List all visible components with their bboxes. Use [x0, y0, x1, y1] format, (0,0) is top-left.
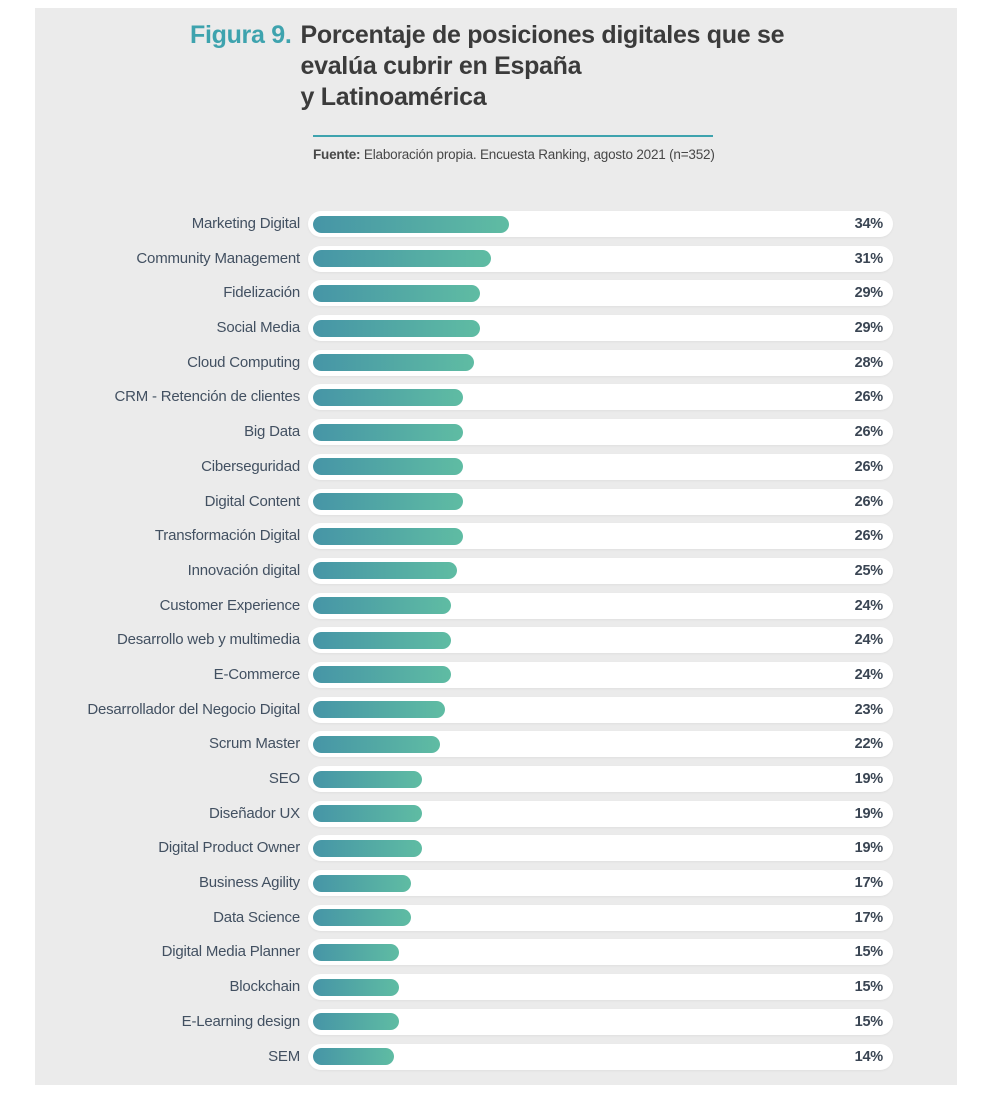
bar-fill	[313, 1013, 399, 1030]
bar-fill	[313, 805, 422, 822]
title-underline	[313, 135, 713, 137]
figure-title-line-2: evalúa cubrir en España	[300, 52, 582, 80]
category-label: SEO	[268, 770, 300, 787]
figure-header	[190, 20, 784, 113]
figure-title-line-3: y Latinoamérica	[300, 83, 487, 111]
figure-panel	[35, 8, 957, 1085]
chart-row	[35, 905, 957, 931]
category-label: Digital Media Planner	[161, 943, 300, 961]
bar-fill	[313, 493, 463, 510]
bar-track	[308, 801, 893, 827]
bar-track	[308, 835, 893, 861]
bar-track	[308, 280, 893, 306]
value-label: 31%	[854, 250, 883, 267]
value-label: 23%	[854, 701, 883, 718]
category-label: Digital Content	[204, 492, 300, 510]
bar-fill	[313, 666, 451, 683]
bar-track	[308, 697, 893, 723]
bar-track	[308, 627, 893, 653]
bar-fill	[313, 771, 422, 788]
bar-fill	[313, 840, 422, 857]
value-label: 22%	[854, 736, 883, 753]
category-label: Customer Experience	[159, 596, 300, 614]
bar-fill	[313, 632, 451, 649]
bar-fill	[313, 597, 451, 614]
chart-row	[35, 246, 957, 272]
bar-fill	[313, 701, 445, 718]
category-label: CRM - Retención de clientes	[114, 388, 300, 406]
figure-title-line-1: Porcentaje de posiciones digitales que se	[300, 21, 785, 49]
bar-fill	[313, 354, 474, 371]
bar-fill	[313, 909, 411, 926]
bar-track	[308, 523, 893, 549]
chart-row	[35, 1044, 957, 1070]
chart-row	[35, 1009, 957, 1035]
value-label: 17%	[854, 875, 883, 892]
category-label: Social Media	[216, 319, 300, 337]
chart-row	[35, 697, 957, 723]
bar-track	[308, 246, 893, 272]
value-label: 15%	[854, 1013, 883, 1030]
category-label: Diseñador UX	[209, 804, 300, 822]
category-label: Desarrollo web y multimedia	[116, 631, 300, 649]
category-label: Data Science	[213, 908, 300, 926]
bar-track	[308, 870, 893, 896]
bar-fill	[313, 389, 463, 406]
source-label: Fuente:	[313, 147, 361, 162]
category-label: Business Agility	[198, 874, 300, 892]
category-label: Innovación digital	[187, 561, 300, 579]
category-label: Scrum Master	[209, 735, 300, 753]
category-label: E-Learning design	[181, 1012, 300, 1030]
category-label: Ciberseguridad	[201, 457, 300, 475]
bar-track	[308, 315, 893, 341]
value-label: 26%	[854, 389, 883, 406]
source-text: Elaboración propia. Encuesta Ranking, agosto 2021 (n=352)	[360, 147, 715, 162]
bar-track	[308, 454, 893, 480]
value-label: 29%	[854, 320, 883, 337]
category-label: Blockchain	[229, 978, 300, 996]
chart-row	[35, 350, 957, 376]
bar-track	[308, 558, 893, 584]
value-label: 26%	[854, 493, 883, 510]
bar-track	[308, 1009, 893, 1035]
category-label: Marketing Digital	[191, 215, 300, 232]
bar-fill	[313, 562, 457, 579]
value-label: 26%	[854, 528, 883, 545]
bar-fill	[313, 979, 399, 996]
chart-row	[35, 766, 957, 792]
value-label: 24%	[854, 666, 883, 683]
bar-fill	[313, 424, 463, 441]
bar-track	[308, 593, 893, 619]
chart-row	[35, 280, 957, 306]
value-label: 29%	[854, 285, 883, 302]
source-note	[313, 147, 715, 162]
bar-fill	[313, 1048, 394, 1065]
bar-track	[308, 489, 893, 515]
bar-track	[308, 905, 893, 931]
category-label: Community Management	[136, 249, 300, 267]
bar-track	[308, 939, 893, 965]
bar-fill	[313, 944, 399, 961]
bar-track	[308, 1044, 893, 1070]
bar-track	[308, 662, 893, 688]
chart-row	[35, 211, 957, 237]
chart-row	[35, 558, 957, 584]
category-label: Cloud Computing	[187, 353, 300, 371]
chart-row	[35, 974, 957, 1000]
value-label: 24%	[854, 597, 883, 614]
category-label: Digital Product Owner	[158, 839, 300, 857]
bar-track	[308, 974, 893, 1000]
chart-row	[35, 315, 957, 341]
value-label: 15%	[854, 979, 883, 996]
chart-row	[35, 662, 957, 688]
value-label: 26%	[854, 458, 883, 475]
bar-fill	[313, 736, 440, 753]
chart-row	[35, 384, 957, 410]
value-label: 19%	[854, 805, 883, 822]
chart-row	[35, 731, 957, 757]
bar-fill	[313, 320, 480, 337]
value-label: 34%	[854, 216, 883, 232]
bar-fill	[313, 250, 491, 267]
category-label: Transformación Digital	[154, 527, 300, 545]
figure-title	[301, 20, 785, 113]
bar-fill	[313, 458, 463, 475]
category-label: Fidelización	[223, 284, 300, 302]
bar-track	[308, 211, 893, 237]
chart-row	[35, 489, 957, 515]
category-label: E-Commerce	[213, 665, 300, 683]
bar-track	[308, 766, 893, 792]
value-label: 14%	[854, 1048, 883, 1065]
bar-fill	[313, 528, 463, 545]
figure-number-label: Figura 9.	[190, 21, 292, 49]
bar-fill	[313, 285, 480, 302]
category-label: Desarrollador del Negocio Digital	[87, 700, 300, 718]
chart-row	[35, 939, 957, 965]
chart-row	[35, 627, 957, 653]
value-label: 26%	[854, 424, 883, 441]
chart-row	[35, 523, 957, 549]
chart-row	[35, 593, 957, 619]
value-label: 19%	[854, 771, 883, 787]
category-label: SEM	[268, 1047, 300, 1065]
bar-chart	[35, 211, 957, 1078]
bar-track	[308, 731, 893, 757]
value-label: 19%	[854, 840, 883, 857]
value-label: 15%	[854, 944, 883, 961]
bar-track	[308, 419, 893, 445]
bar-fill	[313, 216, 509, 233]
chart-row	[35, 835, 957, 861]
chart-row	[35, 419, 957, 445]
bar-track	[308, 350, 893, 376]
bar-fill	[313, 875, 411, 892]
category-label: Big Data	[244, 423, 300, 441]
chart-row	[35, 801, 957, 827]
value-label: 17%	[854, 909, 883, 926]
value-label: 28%	[854, 354, 883, 371]
value-label: 24%	[854, 632, 883, 649]
bar-track	[308, 384, 893, 410]
chart-row	[35, 454, 957, 480]
value-label: 25%	[854, 562, 883, 579]
chart-row	[35, 870, 957, 896]
